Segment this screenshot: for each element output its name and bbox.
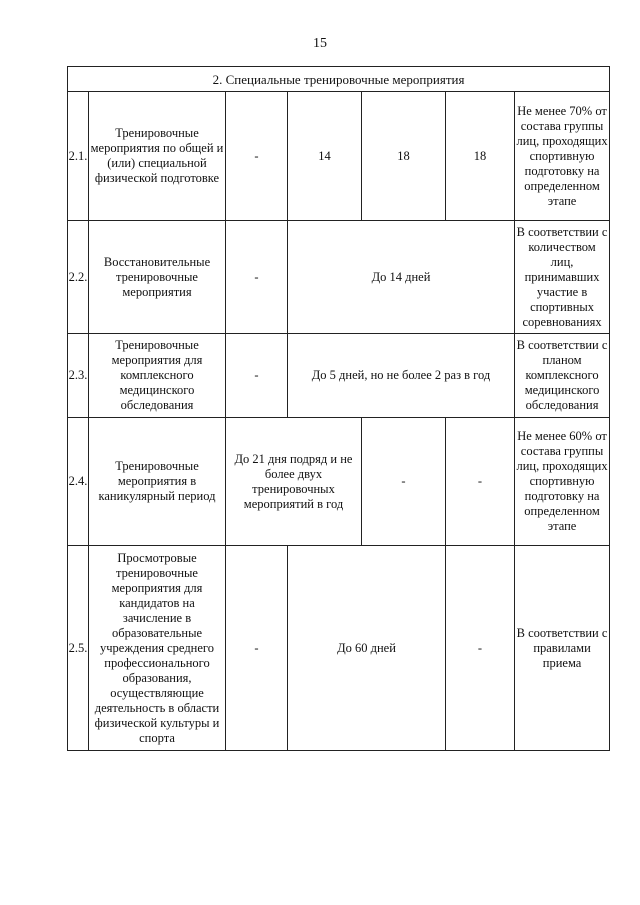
table-row [68, 418, 610, 546]
stage-1-value: - [226, 221, 288, 334]
participants-note: В соответствии с планом комплексного медицинского обследования [515, 334, 610, 418]
row-number: 2.2. [68, 221, 89, 334]
stage-4-value: - [446, 418, 515, 546]
participants-note: В соответствии с правилами приема [515, 546, 610, 751]
page-number: 15 [313, 36, 327, 51]
row-number: 2.3. [68, 334, 89, 418]
row-number: 2.4. [68, 418, 89, 546]
stage-2-value: 14 [288, 92, 362, 221]
row-number: 2.5. [68, 546, 89, 751]
stage-4-value: 18 [446, 92, 515, 221]
stage-1-value: - [226, 546, 288, 751]
table-row [68, 221, 610, 334]
stage-3-value: 18 [362, 92, 446, 221]
duration-span-value: До 5 дней, но не более 2 раз в год [288, 334, 515, 418]
participants-note: Не менее 70% от состава группы лиц, проходящих спортивную подготовку на определенном этапе [515, 92, 610, 221]
event-name: Тренировочные мероприятия для комплексного медицинского обследования [89, 334, 226, 418]
participants-note: Не менее 60% от состава группы лиц, проходящих спортивную подготовку на определенном этапе [515, 418, 610, 546]
event-name: Тренировочные мероприятия по общей и (или) специальной физической подготовке [89, 92, 226, 221]
duration-span-value: До 60 дней [288, 546, 446, 751]
participants-note: В соответствии с количеством лиц, принимавших участие в спортивных соревнованиях [515, 221, 610, 334]
table-row [68, 92, 610, 221]
row-number: 2.1. [68, 92, 89, 221]
training-events-table [67, 66, 610, 751]
table-row [68, 334, 610, 418]
event-name: Просмотровые тренировочные мероприятия для кандидатов на зачисление в образовательные учреждения среднего профессионального образования, осуществляющие деятельность в области физической культуры и спорта [89, 546, 226, 751]
stage-1-value: - [226, 334, 288, 418]
stage-4-value: - [446, 546, 515, 751]
table-row [68, 546, 610, 751]
duration-span-value: До 14 дней [288, 221, 515, 334]
event-name: Тренировочные мероприятия в каникулярный период [89, 418, 226, 546]
section-header-row [68, 67, 610, 92]
duration-span-value: До 21 дня подряд и не более двух тренировочных мероприятий в год [226, 418, 362, 546]
event-name: Восстановительные тренировочные мероприятия [89, 221, 226, 334]
stage-1-value: - [226, 92, 288, 221]
stage-3-value: - [362, 418, 446, 546]
section-title: 2. Специальные тренировочные мероприятия [68, 67, 610, 92]
